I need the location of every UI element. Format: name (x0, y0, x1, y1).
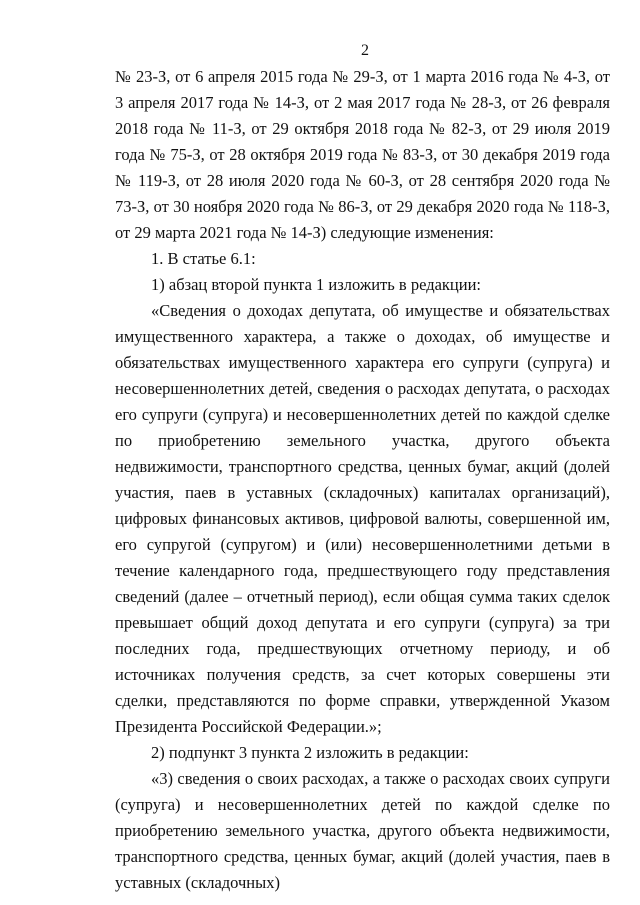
paragraph-item-1: 1) абзац второй пункта 1 изложить в редакции: (151, 275, 481, 294)
paragraph-amendment-list: № 23-З, от 6 апреля 2015 года № 29-З, от 1 марта 2016 года № 4-З, от 3 апреля 2017 года № 14-З, от 2 мая 2017 года № 28-З, от 26 февраля 2018 года № 11-З, от 29 октября 2018 года № 82-З, от 29 июля 2019 года № 75-З, от 28 октября 2019 года № 83-З, от 30 декабря 2019 года № 119-З, от 28 июля 2020 года № 60-З, от 28 сентября 2020 года № 73-З, от 30 ноября 2020 года № 86-З, от 29 декабря 2020 года № 118-З, от 29 марта 2021 года № 14-З) следующие изменения: (115, 67, 610, 242)
paragraph-item-2: 2) подпункт 3 пункта 2 изложить в редакции: (151, 743, 469, 762)
page-number: 2 (361, 42, 369, 59)
document-body (115, 64, 610, 896)
paragraph-article-heading: 1. В статье 6.1: (151, 249, 256, 268)
paragraph-quoted-text: «Сведения о доходах депутата, об имуществе и обязательствах имущественного характера, а также о доходах, об имуществе и обязательствах имущественного характера его супруги (супруга) и несовершеннолетних детей, сведения о расходах депутата, о расходах его супруги (супруга) и несовершеннолетних детей по каждой сделке по приобретению земельного участка, другого объекта недвижимости, транспортного средства, ценных бумаг, акций (долей участия, паев в уставных (складочных) капиталах организаций), цифровых финансовых активов, цифровой валюты, совершенной им, его супругой (супругом) и (или) несовершеннолетними детьми в течение календарного года, предшествующего году представления сведений (далее – отчетный период), если общая сумма таких сделок превышает общий доход депутата и его супруги (супруга) за три последних года, предшествующих отчетному периоду, и об источниках получения средств, за счет которых совершены эти сделки, представляются по форме справки, утвержденной Указом Президента Российской Федерации.»; (115, 301, 610, 736)
paragraph-subitem-3: «3) сведения о своих расходах, а также о расходах своих супруги (супруга) и несовершеннолетних детей по каждой сделке по приобретению земельного участка, другого объекта недвижимости, транспортного средства, ценных бумаг, акций (долей участия, паев в уставных (складочных) (115, 769, 610, 892)
